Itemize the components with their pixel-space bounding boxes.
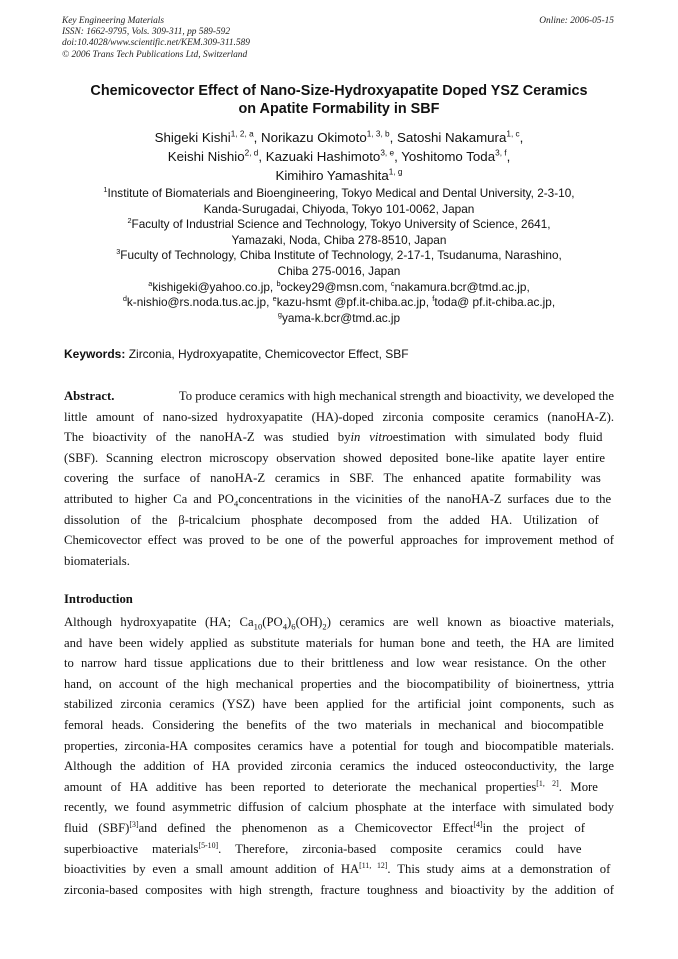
intro-line: bioactivities by even a small amount addition of HA[11, 12]. This study aims at a demonstration of: [64, 860, 611, 877]
online-date: Online: 2006-05-15: [539, 16, 614, 26]
keywords-label: Keywords:: [64, 347, 126, 361]
abstract-line: attributed to higher Ca and $PO_4concentrations$ in the vicinities of the nanoHA-Z surfaces due to the: [64, 491, 612, 509]
affiliation-3-cont: Chiba 275-0016, Japan: [277, 263, 401, 278]
author-marker: 1, c: [506, 129, 520, 139]
keywords-text: Zirconia, Hydroxyapatite, Chemicovector Effect, SBF: [125, 347, 409, 361]
citation: [5-10]: [198, 840, 219, 850]
abstract-line: biomaterials.: [64, 553, 130, 568]
journal-doi: doi:10.4028/www.scientific.net/KEM.309-311.589: [62, 38, 250, 49]
citation: [11, 12]: [359, 860, 388, 870]
email-line-3: $^g$yama-k.bcr@tmd.ac.jp: [277, 309, 401, 325]
affiliation-2: $^2$Faculty of Industrial Science and Technology, Tokyo University of Science, 2641,: [127, 216, 551, 232]
author-name: , Norikazu Okimoto: [253, 130, 367, 145]
abstract-line: covering the surface of nanoHA-Z ceramics in SBF. The enhanced apatite formability was: [64, 471, 601, 486]
citation: [4]: [473, 819, 483, 829]
citation: [3]: [129, 819, 139, 829]
intro-line: and have been widely applied as substitute materials for human bone and teeth, the HA are limited: [64, 635, 614, 650]
abstract-line: The bioactivity of the nanoHA-Z was studied byin vitroestimation with simulated body fluid: [64, 430, 603, 445]
affiliations: [60, 186, 618, 326]
intro-line: stabilized zirconia ceramics (YSZ) have been applied for the artificial joint components, such as: [64, 697, 614, 712]
author-marker: 1, 3, b: [366, 129, 390, 139]
author-list: [40, 128, 638, 185]
author-name: Kimihiro Yamashita: [275, 168, 389, 183]
intro-line: superbioactive materials[5-10]. Therefore, zirconia-based composite ceramics could have: [64, 840, 582, 856]
journal-copyright: © 2006 Trans Tech Publications Ltd, Switzerland: [62, 49, 248, 60]
email-line-1: $^a$kishigeki@yahoo.co.jp, $^b$ockey29@msn.com, $^c$nakamura.bcr@tmd.ac.jp,: [148, 278, 530, 294]
email-link[interactable]: ockey29@msn.com,: [280, 279, 391, 294]
affiliation-1: $^1$Institute of Biomaterials and Bioengineering, Tokyo Medical and Dental University, 2-3-10,: [103, 185, 575, 200]
abstract-label: Abstract.: [64, 389, 115, 403]
affiliation-2-cont: Yamazaki, Noda, Chiba 278-8510, Japan: [231, 232, 447, 247]
intro-line: amount of HA additive has been reported to deteriorate the mechanical properties[1, 2]. More: [64, 778, 598, 794]
intro-line: Although hydroxyapatite (HA; $Ca_{10}(PO_4)_6(OH)_2$) ceramics are well known as bioactive materials,: [64, 615, 614, 632]
author-name: , Kazuaki Hashimoto: [258, 149, 381, 164]
intro-line: to narrow hard tissue applications due to their brittleness and low wear resistance. On the other: [64, 656, 606, 671]
keywords: [64, 347, 409, 361]
introduction-body: [64, 612, 614, 900]
author-marker: 3, e: [380, 148, 395, 158]
email-link[interactable]: kishigeki@yahoo.co.jp,: [152, 279, 277, 294]
author-line-3: [40, 166, 638, 185]
paper-title: [40, 82, 638, 118]
author-marker: 1, g: [388, 167, 403, 177]
intro-line: zirconia-based composites with high strength, fracture toughness and bioactivity by the addition of: [64, 882, 614, 897]
author-marker: 2, d: [244, 148, 259, 158]
intro-line: femoral heads. Considering the benefits of the two materials in mechanical and biocompatible: [64, 717, 604, 732]
abstract-line: little amount of nano-sized hydroxyapatite (HA)-doped zirconia composite ceramics (nanoHA-Z).: [64, 409, 614, 424]
author-marker: 3, f: [495, 148, 507, 158]
author-name: , Satoshi Nakamura: [389, 130, 507, 145]
intro-line: Although the addition of HA provided zirconia ceramics the induced osteoconductivity, the large: [64, 759, 614, 774]
journal-name: Key Engineering Materials: [62, 16, 165, 26]
introduction-heading: Introduction: [64, 592, 133, 606]
intro-line: properties, zirconia-HA composites ceramics have a potential for tough and biocompatible materials.: [64, 738, 614, 753]
email-link[interactable]: kazu-hsmt @pf.it-chiba.ac.jp,: [276, 295, 433, 310]
title-line-1: Chemicovector Effect of Nano-Size-Hydroxyapatite Doped YSZ Ceramics: [90, 83, 588, 99]
abstract-line: (SBF). Scanning electron microscopy observation showed deposited bone-like apatite layer entire: [64, 450, 605, 465]
author-line-2: Keishi Nishio$^{2, d}$, Kazuaki Hashimoto$^{3, e}$, Yoshitomo Toda$^{3, f}$,: [167, 148, 511, 164]
email-link[interactable]: k-nishio@rs.noda.tus.ac.jp,: [126, 295, 273, 310]
abstract-line: Chemicovector effect was proved to be one of the powerful approaches for improvement method of: [64, 533, 614, 548]
abstract-line: dissolution of the β-tricalcium phosphate decomposed from the added HA. Utilization of: [64, 512, 599, 527]
author-line-1: Shigeki Kishi$^{1, 2, a}$, Norikazu Okimoto$^{1, 3, b}$, Satoshi Nakamura$^{1, c}$,: [154, 129, 524, 145]
author-name: Keishi Nishio: [167, 149, 245, 164]
intro-line: hand, on account of the high mechanical properties and the biocompatibility of bioinertness, yttria: [64, 676, 614, 691]
intro-line: recently, we found asymmetric diffusion of calcium phosphate at the interface with simulated body: [64, 800, 614, 815]
email-line-2: $^d$k-nishio@rs.noda.tus.ac.jp, $^e$kazu-hsmt @pf.it-chiba.ac.jp, $^f$toda@ pf.it-chiba.ac.jp,: [122, 294, 556, 310]
affiliation-3: $^3$Fuculty of Technology, Chiba Institute of Technology, 2-17-1, Tsudanuma, Narashino,: [116, 247, 562, 263]
intro-line: fluid (SBF)[3]and defined the phenomenon as a Chemicovector Effect[4]in the project of: [64, 819, 586, 835]
title-line-2: on Apatite Formability in SBF: [238, 101, 440, 117]
affiliation-1-cont: Kanda-Surugadai, Chiyoda, Tokyo 101-0062, Japan: [203, 201, 475, 216]
journal-issn: ISSN: 1662-9795, Vols. 309-311, pp 589-592: [62, 27, 231, 38]
author-name: , Yoshitomo Toda: [394, 149, 496, 164]
email-link[interactable]: yama-k.bcr@tmd.ac.jp: [281, 310, 401, 325]
citation: [1, 2]: [536, 778, 559, 788]
email-link[interactable]: nakamura.bcr@tmd.ac.jp,: [394, 279, 530, 294]
author-name: Shigeki Kishi: [154, 130, 231, 145]
abstract-line: Abstract. To produce ceramics with high mechanical strength and bioactivity, we developed the: [64, 386, 614, 407]
email-link[interactable]: toda@ pf.it-chiba.ac.jp,: [434, 295, 556, 310]
journal-header: [62, 16, 250, 61]
abstract: [64, 386, 614, 571]
author-marker: 1, 2, a: [230, 129, 254, 139]
